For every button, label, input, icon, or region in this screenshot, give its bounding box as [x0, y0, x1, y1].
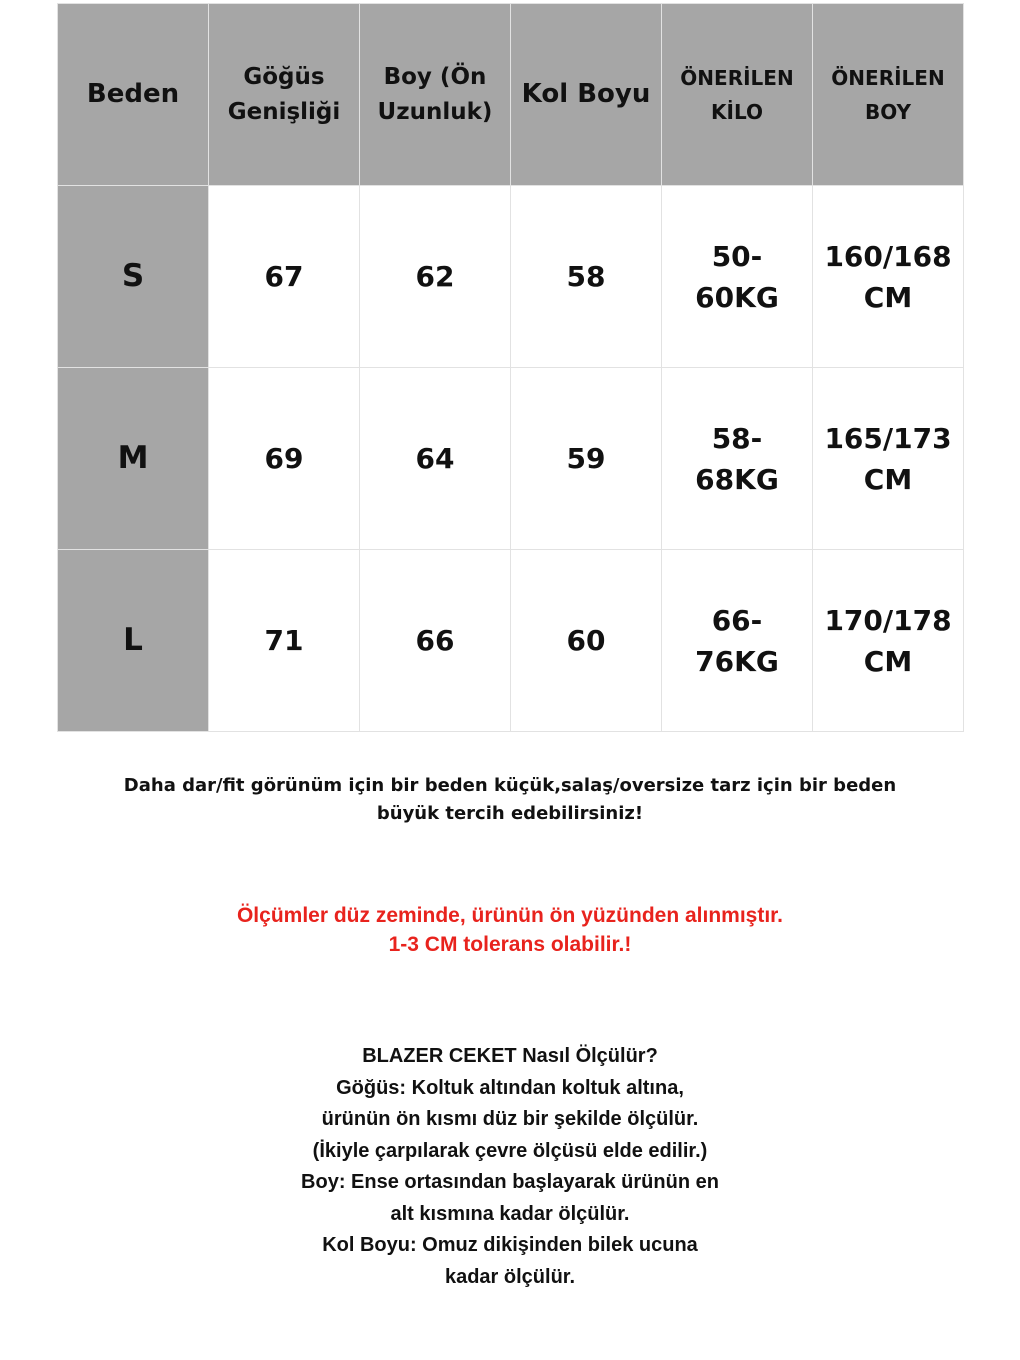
height-value: 165/173 CM — [813, 368, 964, 550]
instruction-line: kadar ölçülür. — [444, 1265, 576, 1288]
size-cell: S — [58, 186, 209, 368]
header-recommended-height: ÖNERİLEN BOY — [813, 4, 964, 186]
chest-value: 69 — [209, 368, 360, 550]
height-value: 170/178 CM — [813, 550, 964, 732]
measuring-instructions — [60, 1041, 960, 1293]
instruction-line: ürünün ön kısmı düz bir şekilde ölçülür. — [321, 1108, 699, 1130]
sleeve-value: 59 — [511, 368, 662, 550]
instruction-line: Boy: Ense ortasından başlayarak ürünün en — [301, 1171, 719, 1193]
table-row — [58, 186, 964, 368]
size-cell: L — [58, 550, 209, 732]
table-header-row — [58, 4, 964, 186]
measurement-warning: Ölçümler düz zeminde, ürünün ön yüzünden alınmıştır. 1-3 CM tolerans olabilir.! — [236, 904, 784, 956]
sleeve-value: 58 — [511, 186, 662, 368]
length-value: 62 — [360, 186, 511, 368]
weight-value: 58- 68KG — [662, 368, 813, 550]
table-row — [58, 368, 964, 550]
size-cell: M — [58, 368, 209, 550]
header-size: Beden — [58, 4, 209, 186]
header-chest-width: Göğüs Genişliği — [209, 4, 360, 186]
header-sleeve-length: Kol Boyu — [511, 4, 662, 186]
length-value: 66 — [360, 550, 511, 732]
weight-value: 66- 76KG — [662, 550, 813, 732]
instruction-line: Kol Boyu: Omuz dikişinden bilek ucuna — [322, 1234, 698, 1256]
height-value: 160/168 CM — [813, 186, 964, 368]
chest-value: 71 — [209, 550, 360, 732]
header-recommended-weight: ÖNERİLEN KİLO — [662, 4, 813, 186]
chest-value: 67 — [209, 186, 360, 368]
instructions-title: BLAZER CEKET Nasıl Ölçülür? — [362, 1045, 658, 1067]
fit-advice-note: Daha dar/fit görünüm için bir beden küçük,salaş/oversize tarz için bir beden büyük tercih edebilirsiniz! — [123, 775, 897, 824]
length-value: 64 — [360, 368, 511, 550]
table-row — [58, 550, 964, 732]
weight-value: 50- 60KG — [662, 186, 813, 368]
instruction-line: (İkiyle çarpılarak çevre ölçüsü elde edilir.) — [312, 1139, 708, 1162]
instruction-line: Göğüs: Koltuk altından koltuk altına, — [336, 1076, 684, 1099]
instruction-line: alt kısmına kadar ölçülür. — [390, 1202, 630, 1225]
sleeve-value: 60 — [511, 550, 662, 732]
size-chart-table — [57, 3, 964, 732]
header-front-length: Boy (Ön Uzunluk) — [360, 4, 511, 186]
